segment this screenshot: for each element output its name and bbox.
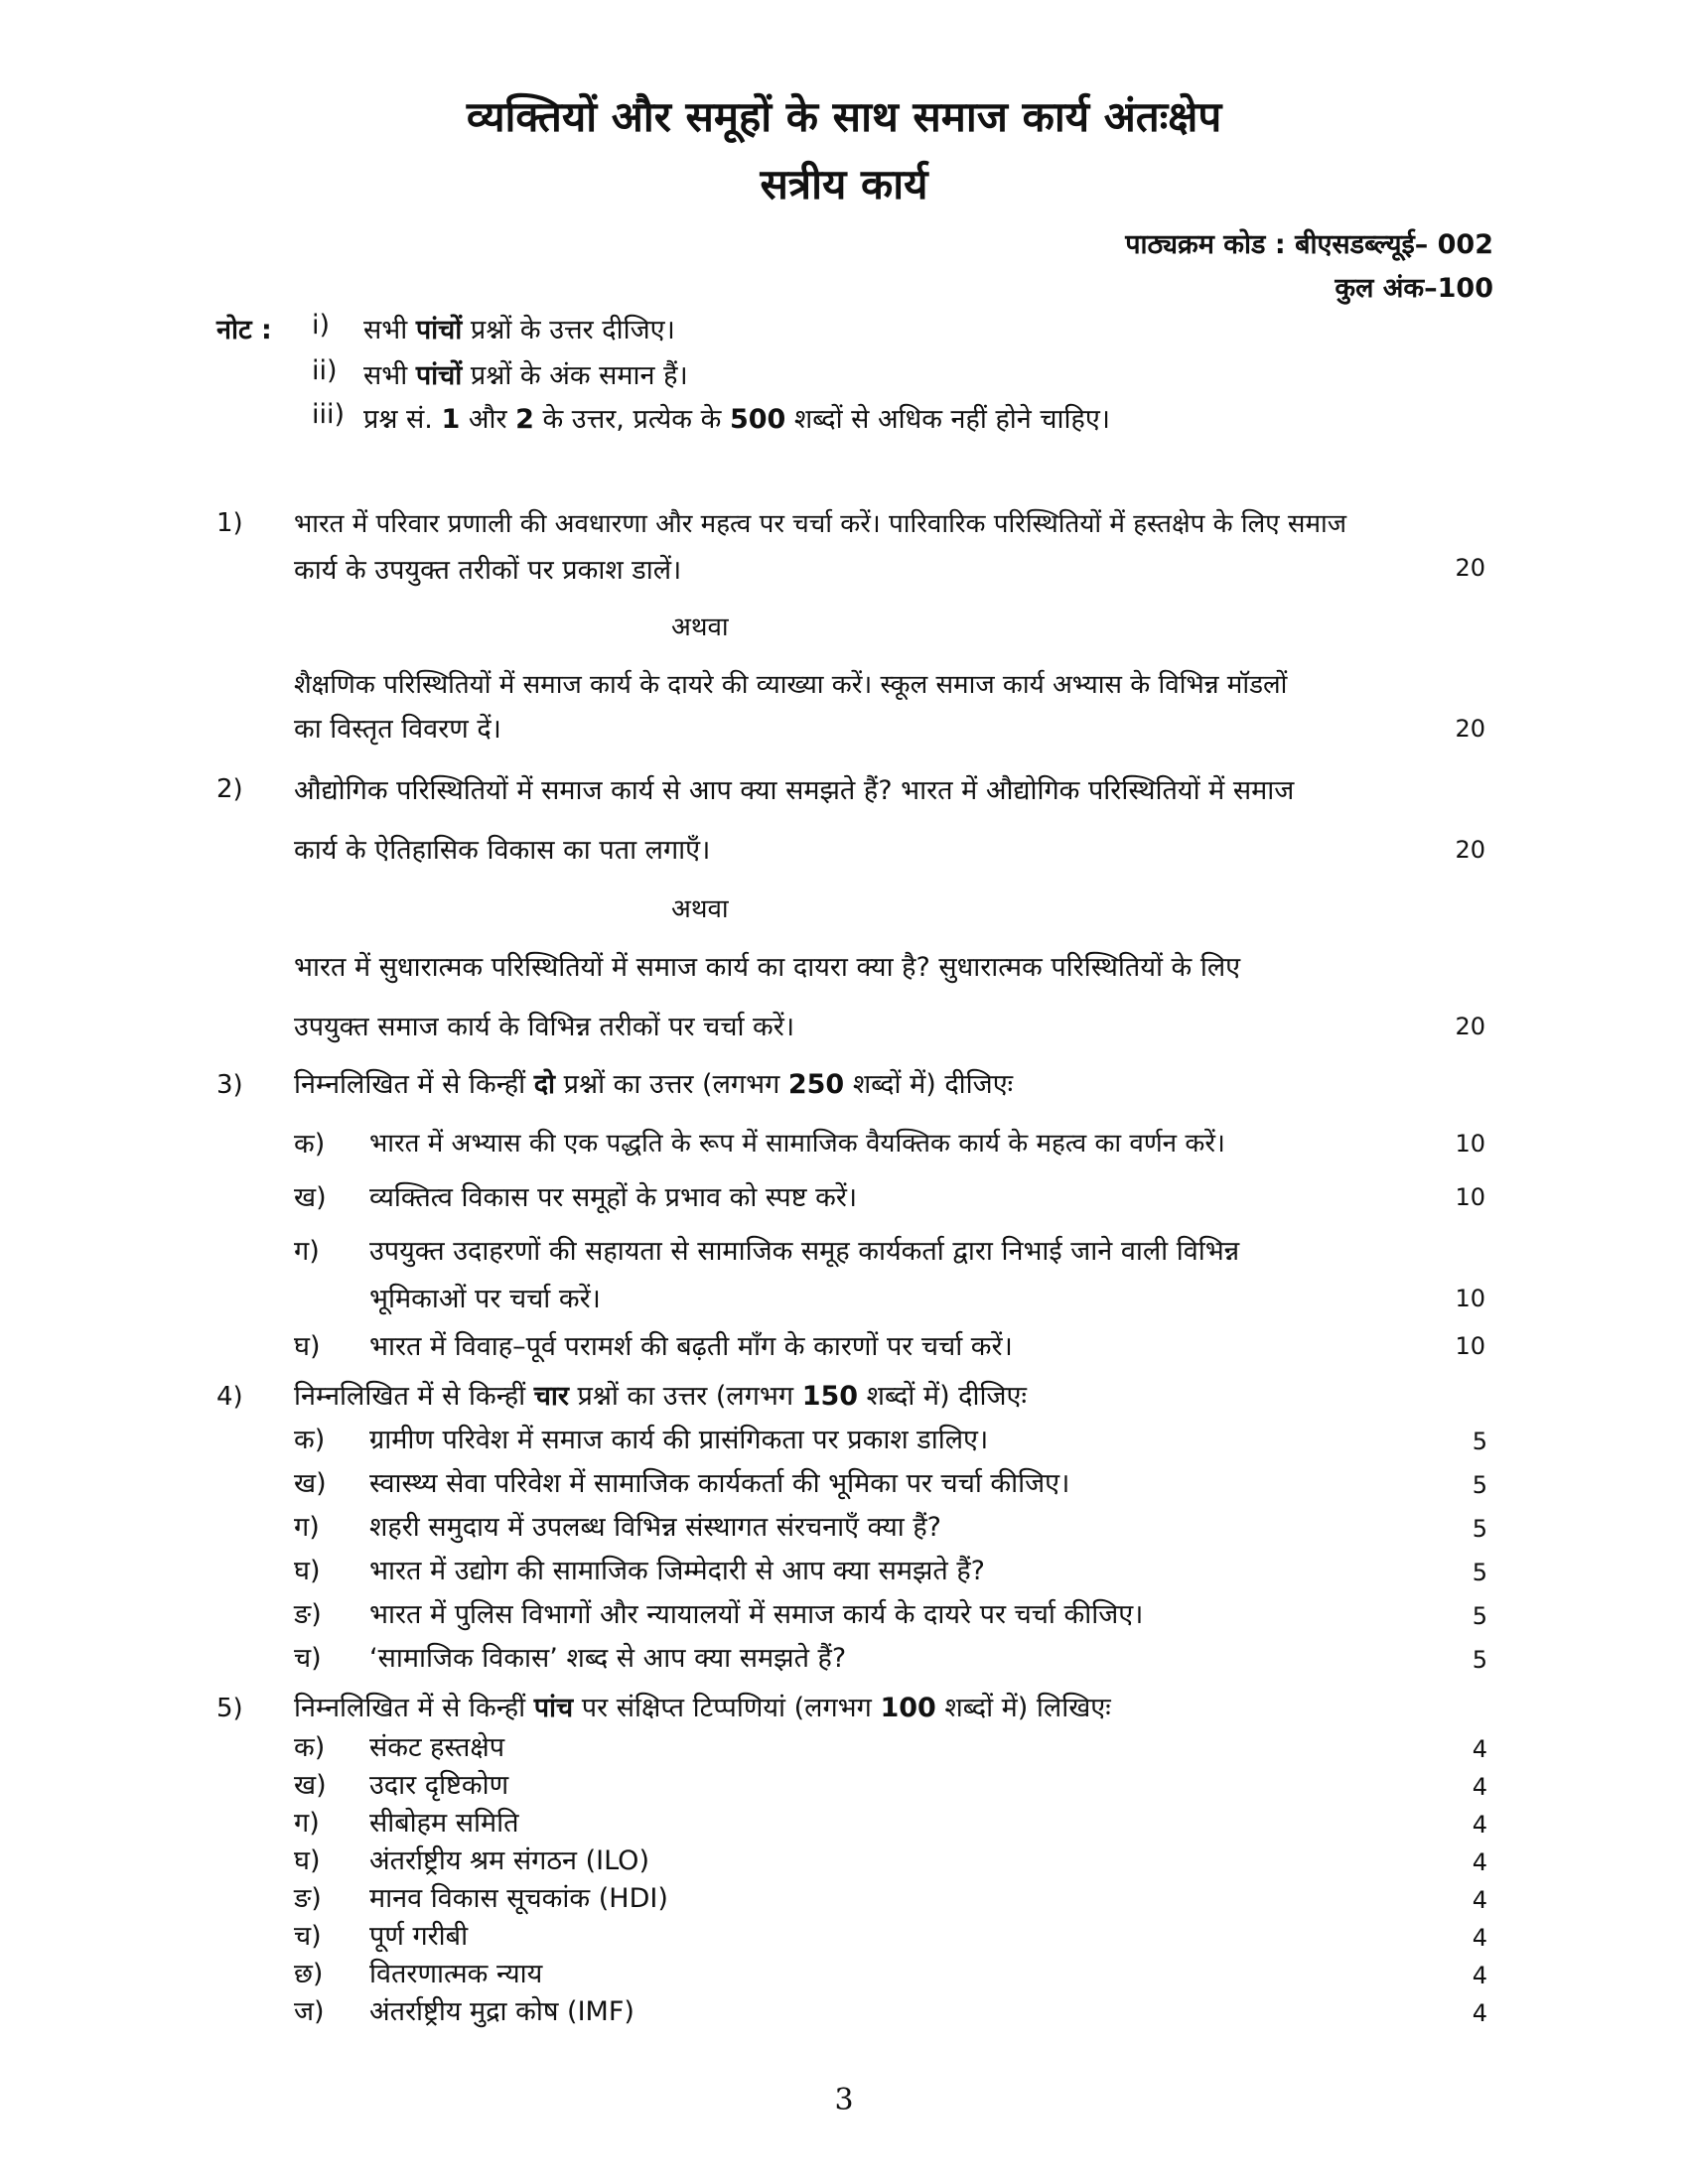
question-3d-text: भारत में विवाह–पूर्व परामर्श की बढ़ती माँग के कारणों पर चर्चा करें। <box>369 1331 1013 1362</box>
course-code: पाठ्यक्रम कोड : बीएसडब्ल्यूई– 002 <box>1125 229 1493 260</box>
question-3d-label: घ) <box>294 1331 321 1362</box>
question-5d-marks: 4 <box>1472 1848 1487 1876</box>
question-3b-marks: 10 <box>1455 1183 1485 1211</box>
question-2-line-1: औद्योगिक परिस्थितियों में समाज कार्य से आप क्या समझते हैं? भारत में औद्योगिक परिस्थितियों में समाज <box>294 775 1295 806</box>
question-5d-text: अंतर्राष्ट्रीय श्रम संगठन (ILO) <box>369 1845 649 1876</box>
question-5a-marks: 4 <box>1472 1735 1487 1763</box>
question-4f-label: च) <box>294 1643 322 1674</box>
question-5e-text: मानव विकास सूचकांक (HDI) <box>369 1883 668 1914</box>
question-4d-text: भारत में उद्योग की सामाजिक जिम्मेदारी से आप क्या समझते हैं? <box>369 1556 986 1586</box>
question-5e-marks: 4 <box>1472 1886 1487 1914</box>
question-5-intro: निम्नलिखित में से किन्हीं पांच पर संक्षिप्त टिप्पणियां (लगभग 100 शब्दों में) लिखिएः <box>294 1693 1111 1723</box>
question-1-line-1: भारत में परिवार प्रणाली की अवधारणा और महत्व पर चर्चा करें। पारिवारिक परिस्थितियों में हस्तक्षेप के लिए समाज <box>294 509 1347 539</box>
question-5b-label: ख) <box>294 1770 327 1801</box>
question-5c-label: ग) <box>294 1808 320 1839</box>
question-3c-text: उपयुक्त उदाहरणों की सहायता से सामाजिक समूह कार्यकर्ता द्वारा निभाई जाने वाली विभिन्न <box>369 1236 1240 1267</box>
question-4e-text: भारत में पुलिस विभागों और न्यायालयों में समाज कार्य के दायरे पर चर्चा कीजिए। <box>369 1599 1144 1630</box>
question-5f-label: च) <box>294 1921 322 1952</box>
question-4e-marks: 5 <box>1472 1602 1487 1630</box>
question-5a-label: क) <box>294 1732 326 1763</box>
question-5b-marks: 4 <box>1472 1773 1487 1801</box>
question-5b-text: उदार दृष्टिकोण <box>369 1770 509 1801</box>
question-5a-text: संकट हस्तक्षेप <box>369 1732 505 1763</box>
question-4a-label: क) <box>294 1425 326 1455</box>
question-3-intro: निम्नलिखित में से किन्हीं दो प्रश्नों का उत्तर (लगभग 250 शब्दों में) दीजिएः <box>294 1069 1014 1100</box>
question-2-marks: 20 <box>1455 836 1485 864</box>
question-1-number: 1) <box>216 508 243 538</box>
question-5f-marks: 4 <box>1472 1924 1487 1952</box>
question-4a-marks: 5 <box>1472 1428 1487 1455</box>
question-4f-marks: 5 <box>1472 1646 1487 1674</box>
note-item-2-num: ii) <box>312 355 338 386</box>
question-2-alt-line-1: भारत में सुधारात्मक परिस्थितियों में समाज कार्य का दायरा क्या है? सुधारात्मक परिस्थितियों के लिए <box>294 952 1241 983</box>
question-4a-text: ग्रामीण परिवेश में समाज कार्य की प्रासंगिकता पर प्रकाश डालिए। <box>369 1425 989 1455</box>
question-5c-text: सीबोहम समिति <box>369 1808 519 1839</box>
question-3a-marks: 10 <box>1455 1130 1485 1158</box>
question-5c-marks: 4 <box>1472 1811 1487 1839</box>
question-2-alt-line-2: उपयुक्त समाज कार्य के विभिन्न तरीकों पर चर्चा करें। <box>294 1012 795 1042</box>
question-3c-marks: 10 <box>1455 1285 1485 1312</box>
question-5e-label: ङ) <box>294 1883 322 1914</box>
note-item-3-num: iii) <box>312 399 346 430</box>
question-3a-label: क) <box>294 1129 326 1160</box>
question-5d-label: घ) <box>294 1845 321 1876</box>
question-4-number: 4) <box>216 1382 243 1412</box>
question-3-number: 3) <box>216 1070 243 1100</box>
question-3c-text-2: भूमिकाओं पर चर्चा करें। <box>369 1284 601 1314</box>
question-5g-label: छ) <box>294 1959 324 1989</box>
page-number: 3 <box>834 2083 854 2117</box>
question-1-or: अथवा <box>671 613 729 642</box>
note-item-3: प्रश्न सं. 1 और 2 के उत्तर, प्रत्येक के 500 शब्दों से अधिक नहीं होने चाहिए। <box>363 404 1110 435</box>
question-2-number: 2) <box>216 774 243 804</box>
question-1-alt-line-2: का विस्तृत विवरण दें। <box>294 714 501 745</box>
question-4-intro: निम्नलिखित में से किन्हीं चार प्रश्नों का उत्तर (लगभग 150 शब्दों में) दीजिएः <box>294 1381 1027 1412</box>
question-1-line-2: कार्य के उपयुक्त तरीकों पर प्रकाश डालें। <box>294 555 682 586</box>
question-4f-text: ‘सामाजिक विकास’ शब्द से आप क्या समझते हैं? <box>369 1643 847 1674</box>
note-item-1-num: i) <box>312 310 331 341</box>
question-5h-marks: 4 <box>1472 1999 1487 2027</box>
question-4c-label: ग) <box>294 1512 320 1543</box>
question-1-marks: 20 <box>1455 554 1485 582</box>
question-5g-marks: 4 <box>1472 1962 1487 1989</box>
question-4c-text: शहरी समुदाय में उपलब्ध विभिन्न संस्थागत संरचनाएँ क्या हैं? <box>369 1512 941 1543</box>
question-1-alt-marks: 20 <box>1455 715 1485 743</box>
question-2-line-2: कार्य के ऐतिहासिक विकास का पता लगाएँ। <box>294 835 711 866</box>
question-5h-text: अंतर्राष्ट्रीय मुद्रा कोष (IMF) <box>369 1996 634 2027</box>
note-label: नोट : <box>216 315 272 345</box>
question-4c-marks: 5 <box>1472 1515 1487 1543</box>
note-item-1: सभी पांचों प्रश्नों के उत्तर दीजिए। <box>363 315 675 345</box>
question-3c-label: ग) <box>294 1236 320 1267</box>
question-4e-label: ङ) <box>294 1599 322 1630</box>
question-3b-label: ख) <box>294 1182 327 1213</box>
question-5h-label: ज) <box>294 1996 325 2027</box>
question-2-or: अथवा <box>671 894 729 924</box>
page-title: व्यक्तियों और समूहों के साथ समाज कार्य अंतःक्षेप <box>466 92 1222 141</box>
question-4d-label: घ) <box>294 1556 321 1586</box>
page-subtitle: सत्रीय कार्य <box>760 160 928 208</box>
total-marks: कुल अंक–100 <box>1335 273 1493 304</box>
note-item-2: सभी पांचों प्रश्नों के अंक समान हैं। <box>363 360 688 391</box>
question-3a-text: भारत में अभ्यास की एक पद्धति के रूप में सामाजिक वैयक्तिक कार्य के महत्व का वर्णन करें। <box>369 1129 1225 1159</box>
question-4b-marks: 5 <box>1472 1471 1487 1499</box>
question-4b-text: स्वास्थ्य सेवा परिवेश में सामाजिक कार्यकर्ता की भूमिका पर चर्चा कीजिए। <box>369 1468 1070 1499</box>
question-4b-label: ख) <box>294 1468 327 1499</box>
question-5-number: 5) <box>216 1694 243 1723</box>
question-1-alt-line-1: शैक्षणिक परिस्थितियों में समाज कार्य के दायरे की व्याख्या करें। स्कूल समाज कार्य अभ्यास के विभिन्न मॉडलों <box>294 670 1288 700</box>
question-3b-text: व्यक्तित्व विकास पर समूहों के प्रभाव को स्पष्ट करें। <box>369 1182 858 1213</box>
question-5g-text: वितरणात्मक न्याय <box>369 1959 543 1989</box>
question-2-alt-marks: 20 <box>1455 1013 1485 1040</box>
question-4d-marks: 5 <box>1472 1559 1487 1586</box>
question-3d-marks: 10 <box>1455 1332 1485 1360</box>
question-5f-text: पूर्ण गरीबी <box>369 1921 469 1952</box>
